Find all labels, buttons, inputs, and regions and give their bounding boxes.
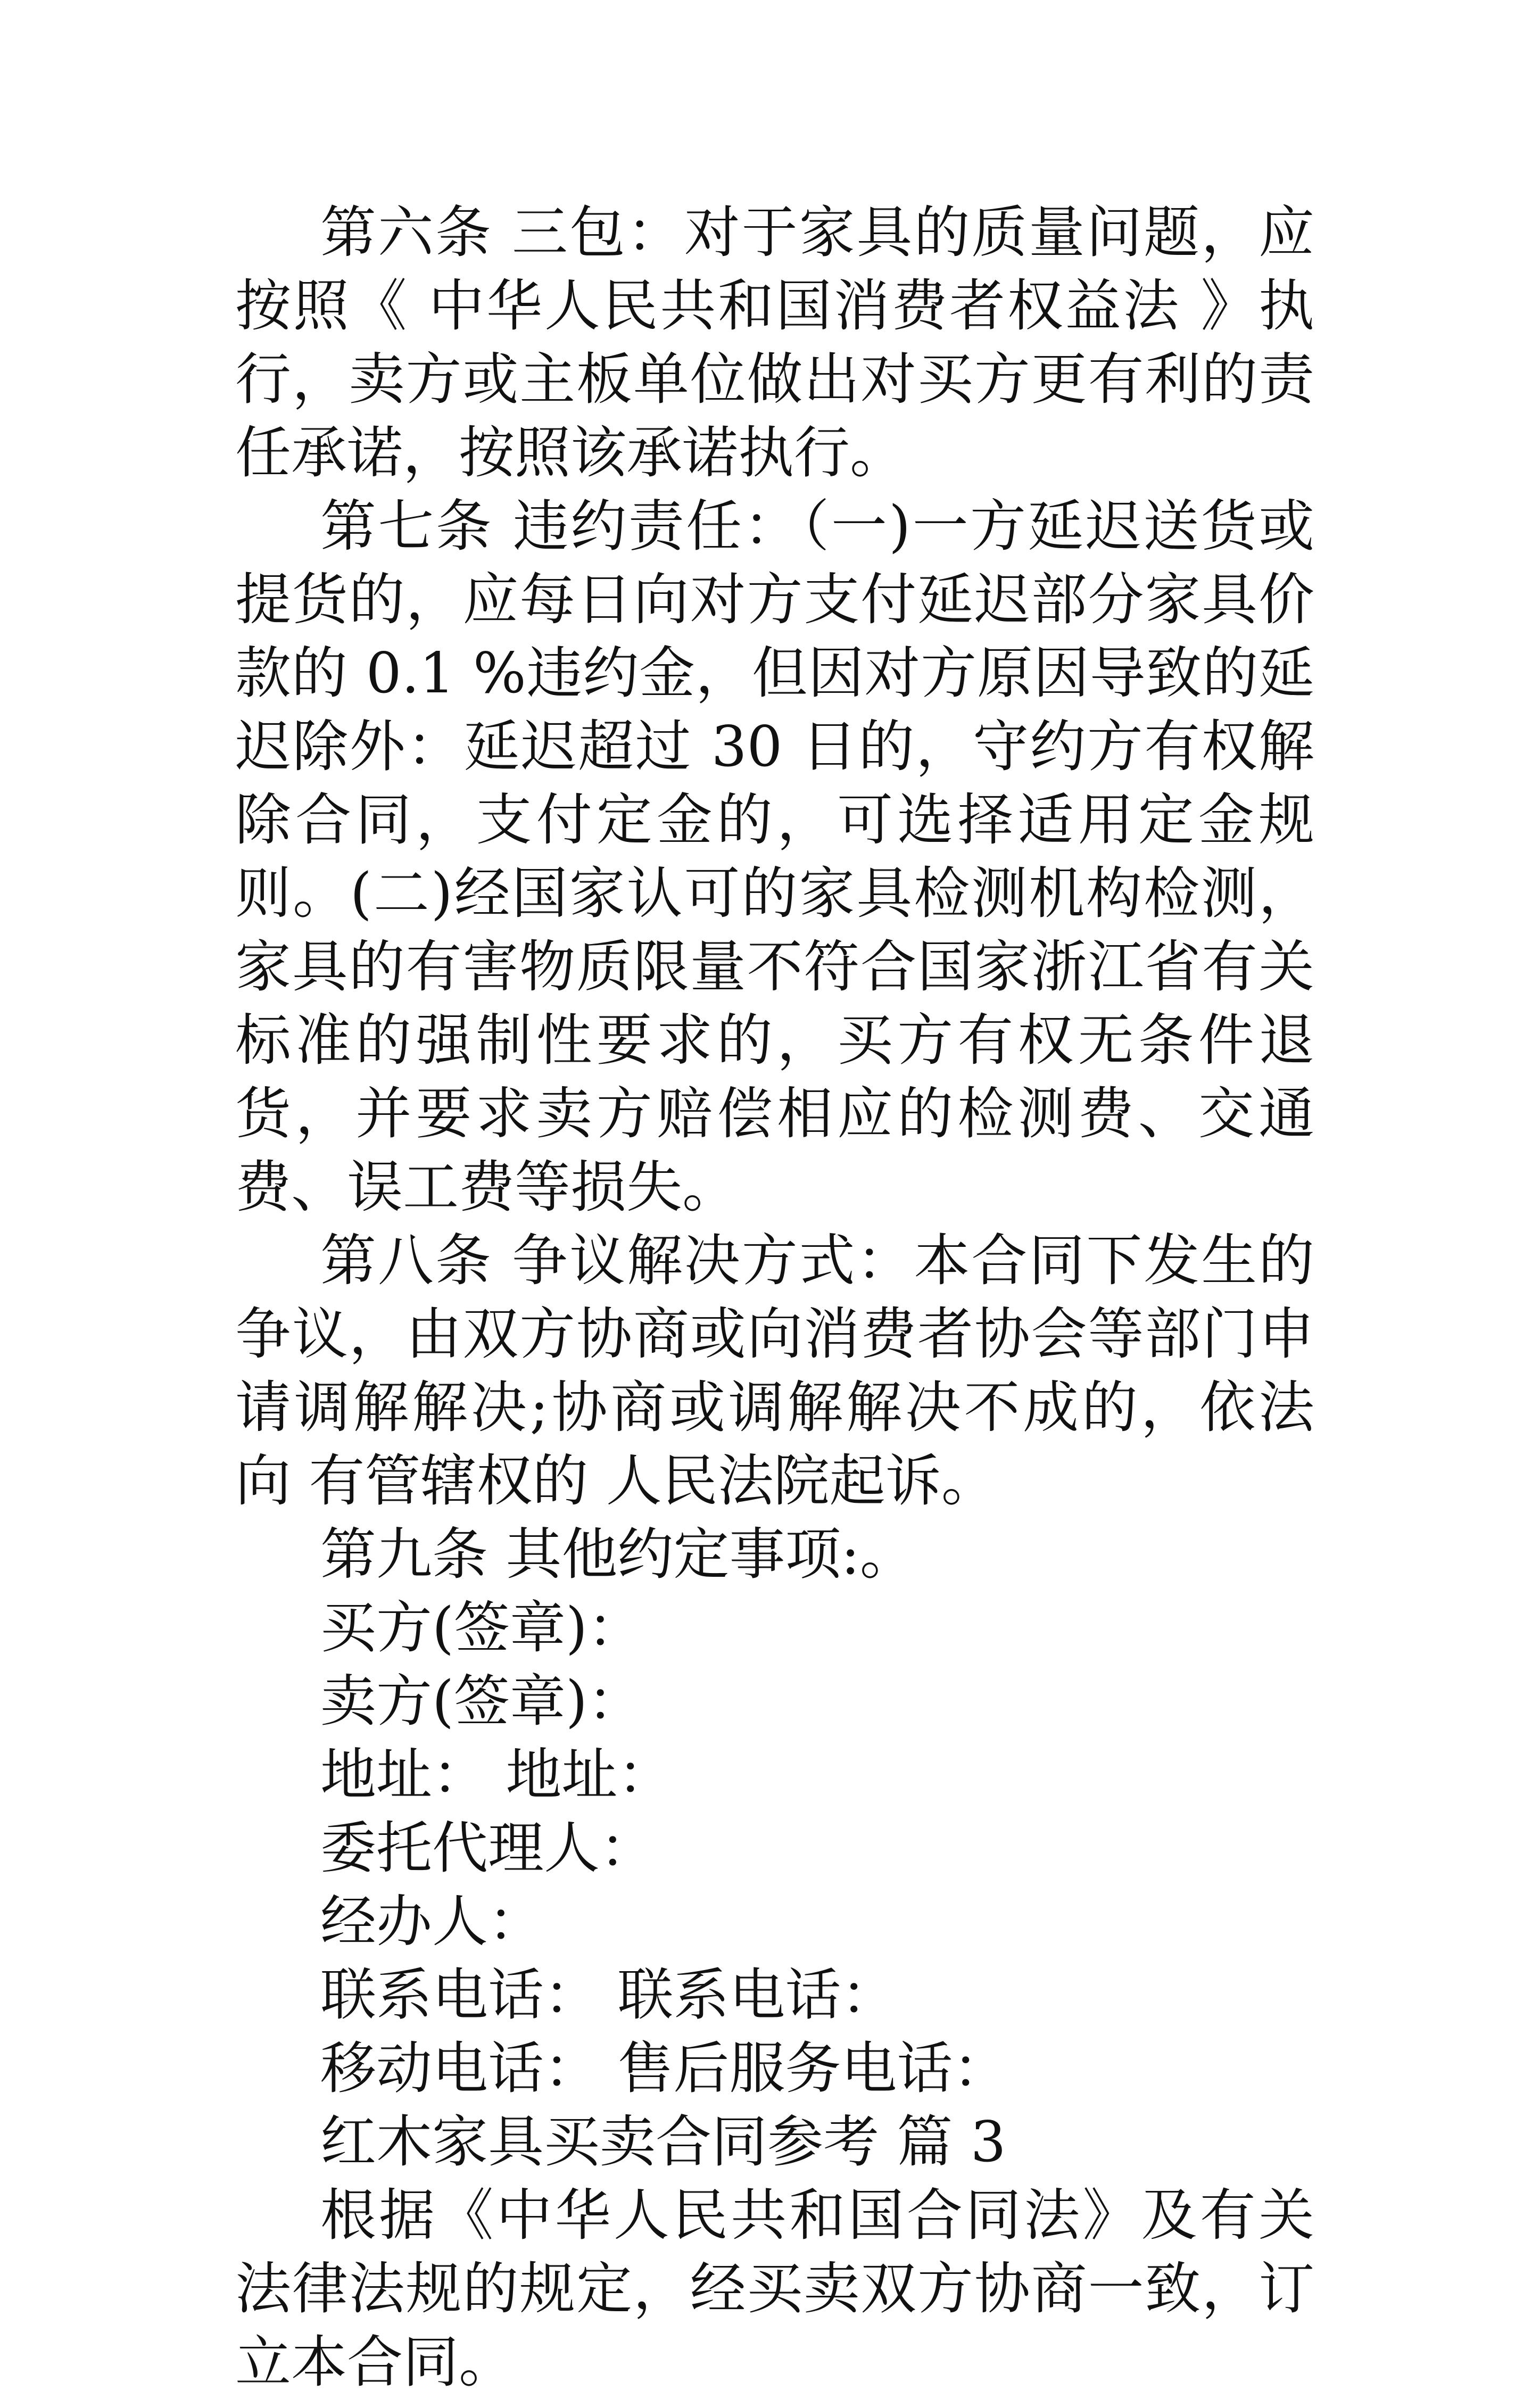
seller-signature-line: 卖方(签章)： xyxy=(320,1669,643,1734)
section-heading: 红木家具买卖合同参考 篇 3 xyxy=(320,2110,1006,2174)
intro-paragraph: 根据《中华人民共和国合同法》及有关法律法规的规定，经买卖双方协商一致，订立本合同。 xyxy=(235,2183,1314,2395)
document-body xyxy=(235,196,1314,2399)
agent-line: 委托代理人： xyxy=(320,1816,656,1881)
article-6-paragraph: 第六条 三包：对于家具的质量问题，应按照《 中华人民共和国消费者权益法 》执行，卖方或主板单位做出对买方更有利的责任承诺，按照该承诺执行。 xyxy=(235,200,1314,485)
mobile-service-phone-line: 移动电话： 售后服务电话： xyxy=(320,2036,1009,2101)
article-7-paragraph: 第七条 违约责任：（一)一方延迟送货或提货的，应每日向对方支付延迟部分家具价款的 0.1 %违约金，但因对方原因导致的延迟除外：延迟超过 30 日的，守约方有权解除合同，支付定金的，可选择适用定金规则。(二)经国家认可的家具检测机构检测，家具的有害物质限量不符合国家浙江省有关标准的强制性要求的，买方有权无条件退货，并要求卖方赔偿相应的检测费、交通费、误工费等损失。 xyxy=(235,494,1314,1220)
handler-line: 经办人： xyxy=(320,1889,544,1954)
article-9-paragraph: 第九条 其他约定事项:。 xyxy=(320,1522,916,1587)
buyer-signature-line: 买方(签章)： xyxy=(320,1595,643,1660)
address-line: 地址： 地址： xyxy=(320,1742,674,1807)
contact-phone-line: 联系电话： 联系电话： xyxy=(320,1963,897,2028)
article-8-paragraph: 第八条 争议解决方式：本合同下发生的争议，由双方协商或向消费者协会等部门申请调解解决;协商或调解解决不成的，依法向 有管辖权的 人民法院起诉。 xyxy=(235,1228,1314,1513)
